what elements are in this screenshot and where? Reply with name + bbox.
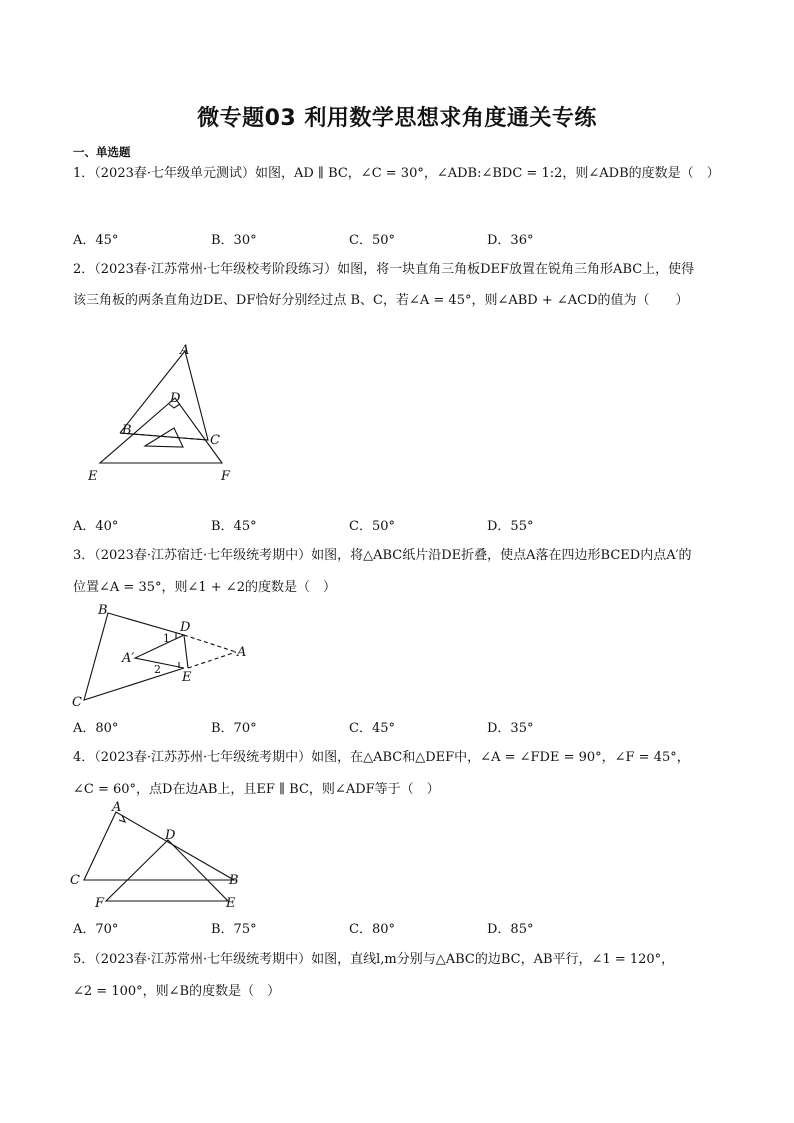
question-3-text-line-2: 位置∠A = 35°，则∠1 + ∠2的度数是（ ） [73,580,336,595]
segment-ea-dashed [188,652,236,668]
label-b: B [98,603,108,618]
option-c[interactable]: C．80° [349,922,395,937]
label-a-prime: A′ [122,651,135,666]
question-2-text-line-2: 该三角板的两条直角边DE、DF恰好分别经过点 B、C，若∠A = 45°，则∠ABD + ∠ACD的值为（ ） [73,293,689,308]
triangle-abc [120,351,208,440]
label-e: E [226,896,236,911]
option-a[interactable]: A．70° [73,922,119,937]
label-c: C [70,873,80,888]
label-c: C [210,433,220,448]
triangle-abc [84,812,234,880]
question-2-text-line-1: 2．（2023春·江苏常州·七年级校考阶段练习）如图，将一块直角三角板DEF放置在锐角三角形ABC上，使得 [73,262,695,277]
label-f: F [221,469,231,484]
segment-da-dashed [184,635,236,652]
option-b[interactable]: B．30° [211,233,257,248]
option-c[interactable]: C．50° [349,233,395,248]
option-d[interactable]: D．55° [487,519,534,534]
triangle-def [100,398,222,463]
label-b: B [229,873,239,888]
option-d[interactable]: D．36° [487,233,534,248]
fold-line-de [184,635,188,668]
label-e: E [182,670,192,685]
triangle-def [106,840,228,901]
option-c[interactable]: C．50° [349,519,395,534]
option-a[interactable]: A．40° [73,519,119,534]
option-a[interactable]: A．80° [73,721,119,736]
label-angle-2: 2 [154,663,161,676]
label-a: A [180,343,190,358]
option-b[interactable]: B．70° [211,721,257,736]
label-a: A [237,645,247,660]
label-f: F [95,896,105,911]
option-d[interactable]: D．35° [487,721,534,736]
option-b[interactable]: B．75° [211,922,257,937]
option-a[interactable]: A．45° [73,233,119,248]
question-4-text-line-2: ∠C = 60°，点D在边AB上，且EF ∥ BC，则∠ADF等于（ ） [73,782,440,797]
question-3-text-line-1: 3．（2023春·江苏宿迁·七年级统考期中）如图，将△ABC纸片沿DE折叠，使点A落在四边形BCED内点A′的 [73,548,692,563]
option-d[interactable]: D．85° [487,922,534,937]
label-angle-1: 1 [163,632,170,645]
label-a: A [112,800,122,815]
label-d: D [180,620,191,635]
question-4-text-line-1: 4．（2023春·江苏苏州·七年级统考期中）如图，在△ABC和△DEF中，∠A = ∠FDE = 90°，∠F = 45°， [73,750,690,765]
question-3-figure [70,600,255,710]
question-5-text-line-1: 5．（2023春·江苏常州·七年级统考期中）如图，直线l,m分别与△ABC的边BC，AB平行，∠1 = 120°， [73,952,675,967]
question-5-text-line-2: ∠2 = 100°，则∠B的度数是（ ） [73,984,281,999]
label-d: D [170,391,181,406]
option-b[interactable]: B．45° [211,519,257,534]
question-4-figure [64,800,254,912]
label-d: D [165,828,176,843]
label-e: E [88,469,98,484]
label-b: B [122,423,132,438]
label-c: C [72,695,82,710]
page-title: 微专题03 利用数学思想求角度通关专练 [197,106,597,131]
option-c[interactable]: C．45° [349,721,395,736]
section-heading: 一、单选题 [73,145,131,159]
question-2-figure [80,338,250,488]
question-1-text: 1．（2023春·七年级单元测试）如图，AD ∥ BC，∠C = 30°，∠ADB:∠BDC = 1:2，则∠ADB的度数是（ ） [73,166,720,181]
